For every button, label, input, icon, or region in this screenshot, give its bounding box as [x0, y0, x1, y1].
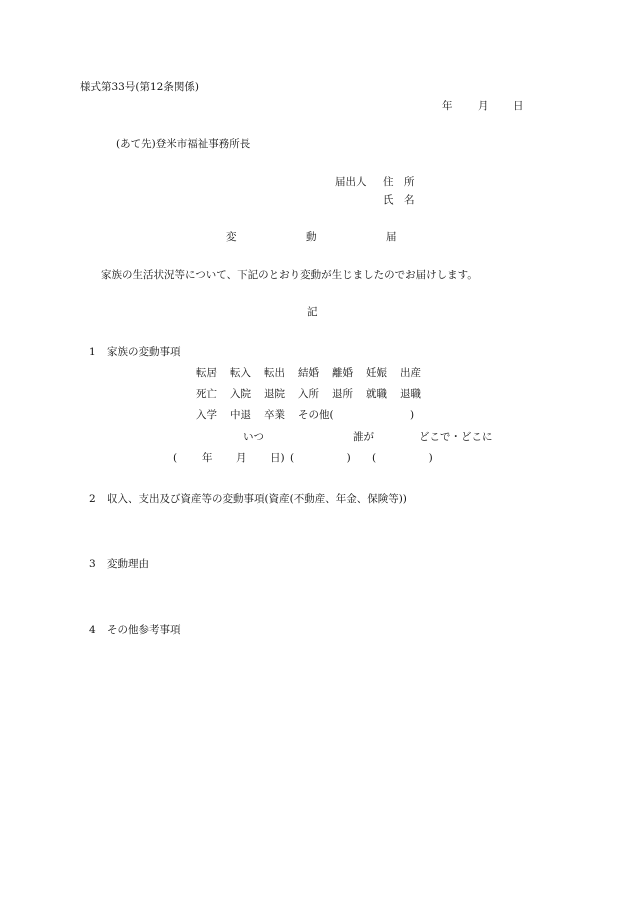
- option-shushoku: 就職: [366, 388, 387, 400]
- title-char-1: 変: [226, 231, 237, 243]
- section4-heading: その他参考事項: [107, 624, 181, 636]
- where-label: どこで・どこに: [419, 431, 493, 443]
- when-month-label: 月: [236, 452, 247, 464]
- applicant-label: 届出人: [335, 176, 367, 188]
- option-kekkon: 結婚: [298, 367, 319, 379]
- option-tenkyo: 転居: [196, 367, 217, 379]
- option-sotsugyo: 卒業: [264, 409, 285, 421]
- date-day-label: 日: [513, 100, 524, 112]
- ki-label: 記: [307, 306, 318, 318]
- who-label: 誰が: [353, 431, 374, 443]
- name-label: 氏 名: [383, 194, 415, 206]
- option-sonota: その他(: [298, 409, 334, 421]
- section4-number: 4: [89, 624, 96, 636]
- section2-heading: 収入、支出及び資産等の変動事項(資産(不動産、年金、保険等)): [107, 493, 407, 505]
- option-taishoku: 退職: [400, 388, 421, 400]
- when-label: いつ: [243, 431, 264, 443]
- when-paren-open: (: [173, 452, 178, 464]
- change-options-row1: [196, 368, 421, 379]
- change-options-row3: [196, 410, 334, 421]
- who-paren: ( ): [290, 452, 351, 464]
- section3-number: 3: [89, 558, 96, 570]
- section2-number: 2: [89, 493, 96, 505]
- option-chutai: 中退: [230, 409, 251, 421]
- change-options-row2: [196, 389, 421, 400]
- option-nyusho: 入所: [298, 388, 319, 400]
- option-rikon: 離婚: [332, 367, 353, 379]
- option-shibo: 死亡: [196, 388, 217, 400]
- date-year-label: 年: [442, 100, 453, 112]
- option-nyuin: 入院: [230, 388, 251, 400]
- title-char-2: 動: [306, 231, 317, 243]
- option-tenshutsu: 転出: [264, 367, 285, 379]
- when-year-label: 年: [202, 452, 213, 464]
- option-taiin: 退院: [264, 388, 285, 400]
- option-sonota-close: ): [410, 409, 415, 421]
- where-paren: ( ): [372, 452, 433, 464]
- option-nyugaku: 入学: [196, 409, 217, 421]
- section3-heading: 変動理由: [107, 558, 149, 570]
- section1-heading: 家族の変動事項: [107, 346, 181, 358]
- option-shussan: 出産: [400, 367, 421, 379]
- section1-number: 1: [89, 346, 96, 358]
- form-number: 様式第33号(第12条関係): [80, 81, 199, 93]
- option-taisho: 退所: [332, 388, 353, 400]
- option-ninshin: 妊娠: [366, 367, 387, 379]
- intro-text: 家族の生活状況等について、下記のとおり変動が生じましたのでお届けします。: [101, 269, 478, 281]
- address-label: 住 所: [383, 176, 415, 188]
- date-month-label: 月: [478, 100, 489, 112]
- option-tennyu: 転入: [230, 367, 251, 379]
- addressee: (あて先)登米市福祉事務所長: [116, 138, 251, 150]
- when-day-label: 日): [270, 452, 285, 464]
- title-char-3: 届: [386, 231, 397, 243]
